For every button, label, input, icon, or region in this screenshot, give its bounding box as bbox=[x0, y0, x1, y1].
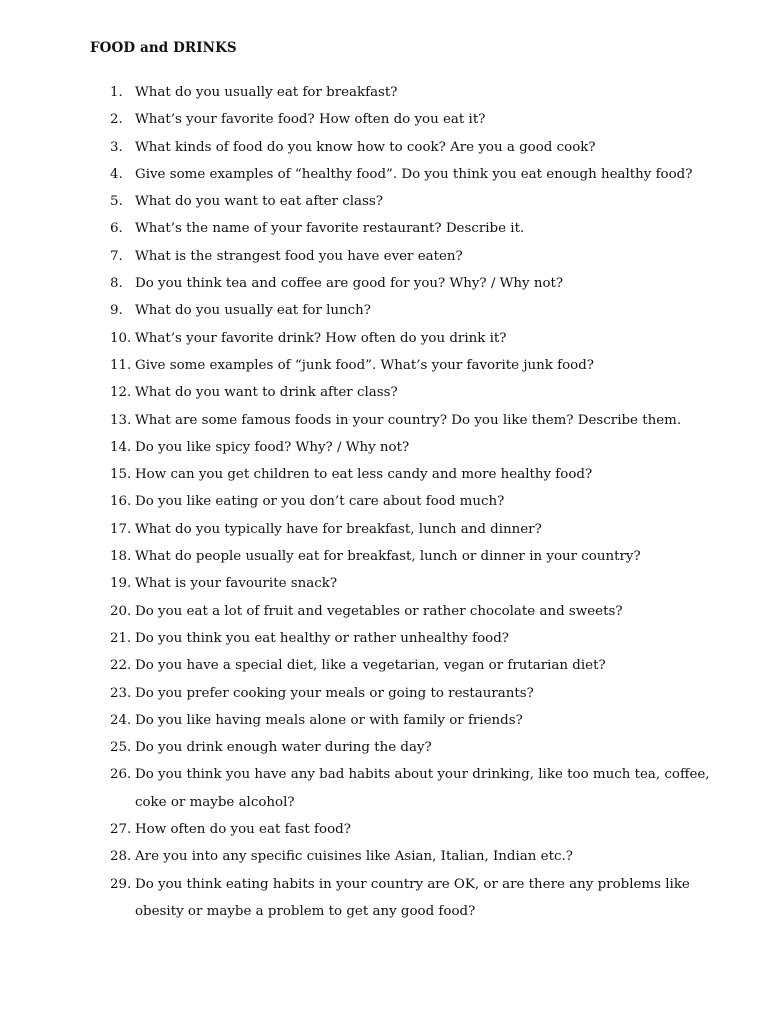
question-number: 14. bbox=[110, 439, 132, 455]
question-number: 7. bbox=[110, 248, 123, 264]
question-item bbox=[90, 215, 720, 242]
question-text: Do you have a special diet, like a vegetarian, vegan or frutarian diet? bbox=[135, 658, 606, 674]
question-number: 17. bbox=[110, 521, 132, 537]
question-item bbox=[90, 434, 720, 461]
question-number: 20. bbox=[110, 603, 132, 619]
question-number: 5. bbox=[110, 194, 123, 210]
question-number: 19. bbox=[110, 576, 132, 592]
question-number: 1. bbox=[110, 85, 123, 100]
question-number: 29. bbox=[110, 876, 132, 892]
question-number: 15. bbox=[110, 467, 132, 483]
question-number: 23. bbox=[110, 685, 132, 701]
question-item bbox=[90, 325, 720, 352]
question-item bbox=[90, 734, 720, 761]
question-text: Give some examples of “junk food”. What’s your favorite junk food? bbox=[135, 357, 594, 373]
question-text: What’s the name of your favorite restaurant? Describe it. bbox=[135, 221, 525, 237]
question-item bbox=[90, 543, 720, 570]
question-number: 18. bbox=[110, 549, 132, 565]
question-text: Do you eat a lot of fruit and vegetables or rather chocolate and sweets? bbox=[135, 603, 623, 619]
question-item bbox=[90, 243, 720, 270]
question-text: Do you think tea and coffee are good for you? Why? / Why not? bbox=[135, 276, 564, 292]
question-text: What are some famous foods in your country? Do you like them? Describe them. bbox=[135, 412, 682, 428]
question-text: Do you like spicy food? Why? / Why not? bbox=[135, 439, 410, 455]
question-text: Do you think eating habits in your country are OK, or are there any problems like obesity or maybe a problem to get any good food? bbox=[135, 876, 690, 919]
question-item bbox=[90, 270, 720, 297]
question-item bbox=[90, 488, 720, 515]
question-text: How often do you eat fast food? bbox=[135, 822, 351, 838]
question-item bbox=[90, 707, 720, 734]
question-number: 6. bbox=[110, 221, 123, 237]
question-item bbox=[90, 816, 720, 843]
question-number: 25. bbox=[110, 740, 132, 756]
question-number: 27. bbox=[110, 822, 132, 838]
question-item bbox=[90, 516, 720, 543]
question-item bbox=[90, 680, 720, 707]
question-item bbox=[90, 598, 720, 625]
question-text: Give some examples of “healthy food”. Do you think you eat enough healthy food? bbox=[135, 166, 693, 182]
question-text: What do you typically have for breakfast, lunch and dinner? bbox=[135, 521, 542, 537]
question-item bbox=[90, 625, 720, 652]
question-text: Do you like having meals alone or with family or friends? bbox=[135, 712, 523, 728]
question-number: 28. bbox=[110, 849, 132, 865]
question-text: What do you usually eat for lunch? bbox=[135, 303, 371, 319]
question-text: What kinds of food do you know how to cook? Are you a good cook? bbox=[135, 139, 596, 155]
question-text: What is your favourite snack? bbox=[135, 576, 338, 592]
question-text: What do you usually eat for breakfast? bbox=[135, 85, 398, 100]
question-item bbox=[90, 570, 720, 597]
question-item bbox=[90, 871, 720, 926]
question-item bbox=[90, 106, 720, 133]
question-text: What do people usually eat for breakfast, lunch or dinner in your country? bbox=[135, 549, 641, 565]
question-text: Do you think you have any bad habits about your drinking, like too much tea, coffee, coke or maybe alcohol? bbox=[135, 767, 710, 810]
question-item bbox=[90, 188, 720, 215]
question-number: 9. bbox=[110, 303, 123, 319]
question-number: 22. bbox=[110, 658, 132, 674]
question-number: 3. bbox=[110, 139, 123, 155]
question-item bbox=[90, 843, 720, 870]
question-item bbox=[90, 461, 720, 488]
question-number: 12. bbox=[110, 385, 132, 401]
question-item bbox=[90, 161, 720, 188]
question-text: Do you prefer cooking your meals or going to restaurants? bbox=[135, 685, 534, 701]
question-text: Are you into any specific cuisines like Asian, Italian, Indian etc.? bbox=[135, 849, 573, 865]
question-item bbox=[90, 379, 720, 406]
question-item bbox=[90, 134, 720, 161]
question-number: 4. bbox=[110, 166, 123, 182]
question-number: 13. bbox=[110, 412, 132, 428]
question-text: Do you like eating or you don’t care about food much? bbox=[135, 494, 505, 510]
question-number: 11. bbox=[110, 357, 132, 373]
question-text: Do you think you eat healthy or rather unhealthy food? bbox=[135, 630, 509, 646]
question-text: What do you want to eat after class? bbox=[135, 194, 383, 210]
question-text: What is the strangest food you have ever eaten? bbox=[135, 248, 463, 264]
question-number: 24. bbox=[110, 712, 132, 728]
question-number: 16. bbox=[110, 494, 132, 510]
question-number: 8. bbox=[110, 276, 123, 292]
question-number: 21. bbox=[110, 630, 132, 646]
question-text: How can you get children to eat less candy and more healthy food? bbox=[135, 467, 593, 483]
question-item bbox=[90, 407, 720, 434]
question-text: Do you drink enough water during the day? bbox=[135, 740, 432, 756]
question-text: What’s your favorite food? How often do you eat it? bbox=[135, 112, 486, 128]
question-item bbox=[90, 297, 720, 324]
question-number: 2. bbox=[110, 112, 123, 128]
question-number: 26. bbox=[110, 767, 132, 783]
question-text: What’s your favorite drink? How often do you drink it? bbox=[135, 330, 507, 346]
question-list bbox=[90, 79, 720, 925]
question-text: What do you want to drink after class? bbox=[135, 385, 398, 401]
question-item bbox=[90, 352, 720, 379]
page-title: FOOD and DRINKS bbox=[90, 40, 237, 56]
question-item bbox=[90, 79, 720, 106]
question-number: 10. bbox=[110, 330, 132, 346]
question-item bbox=[90, 652, 720, 679]
question-item bbox=[90, 761, 720, 816]
